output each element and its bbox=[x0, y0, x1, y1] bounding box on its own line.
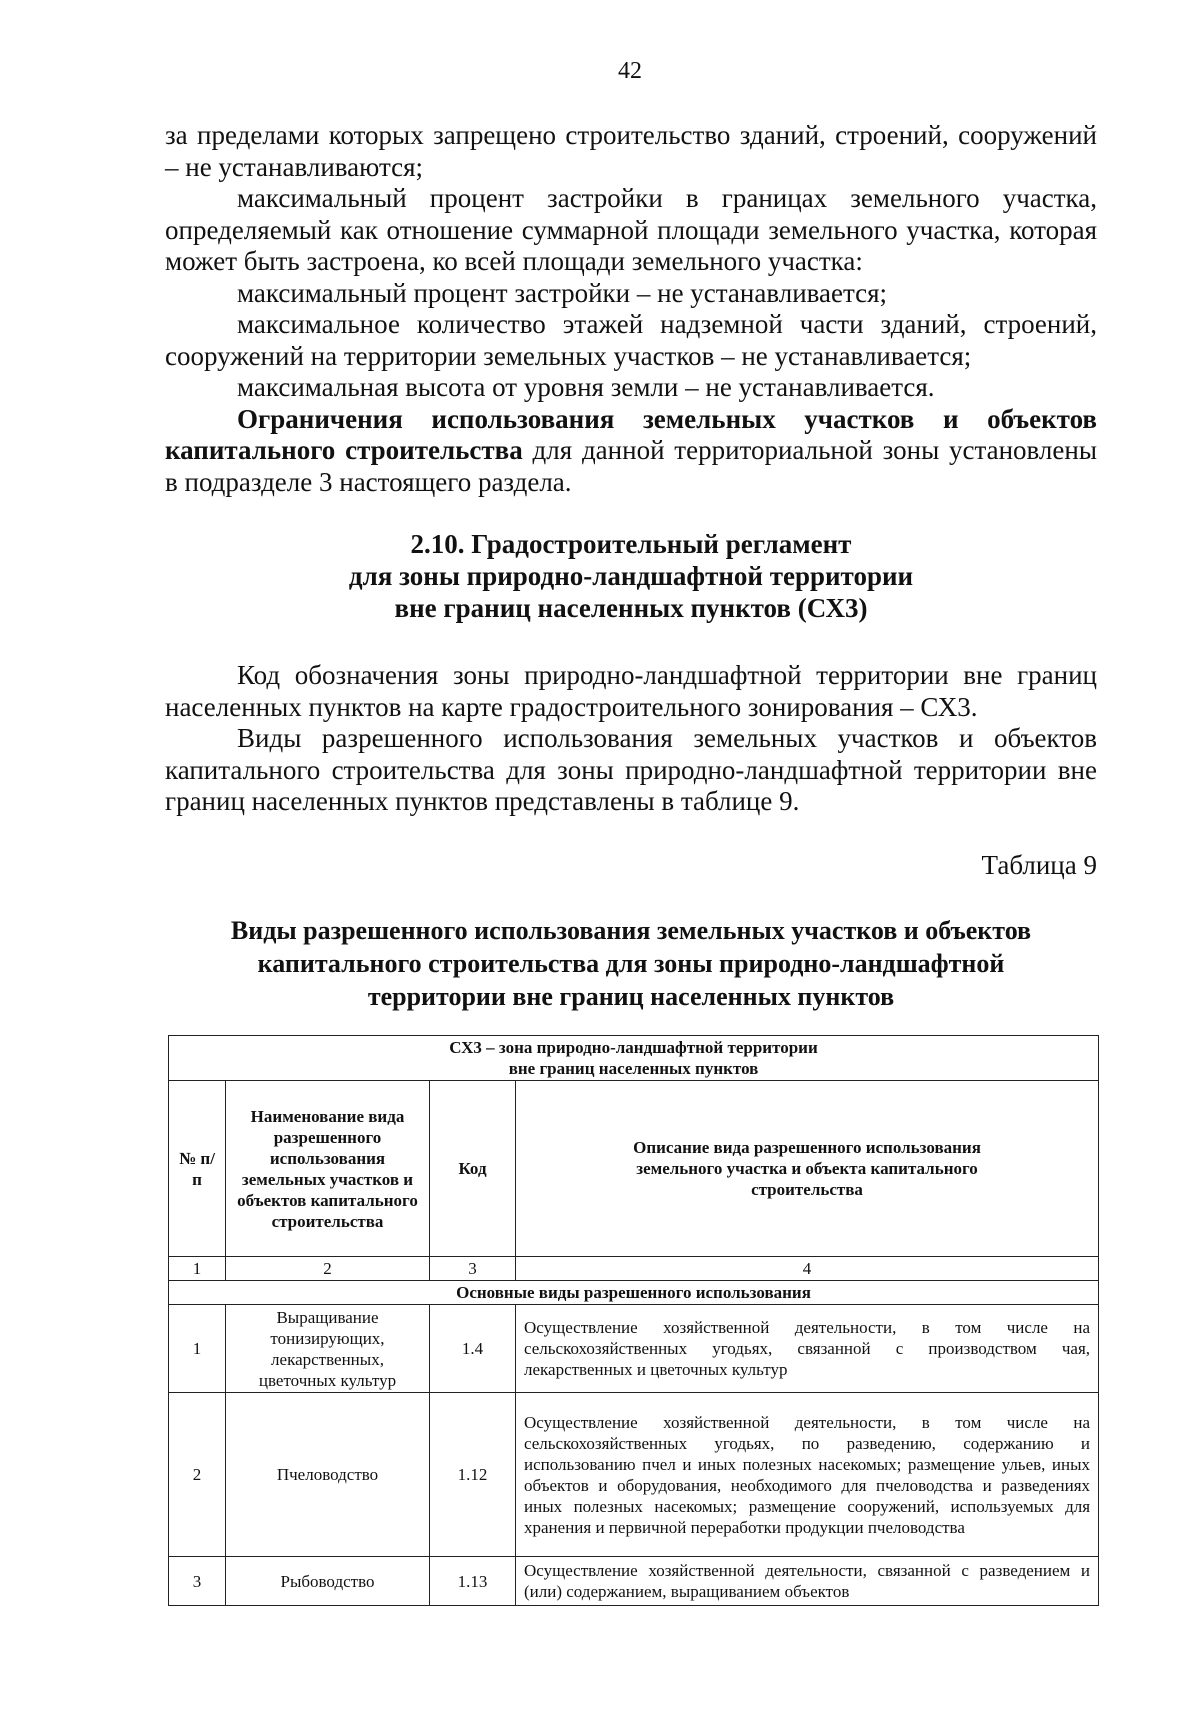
row-description: Осуществление хозяйственной деятельности, в том числе на сельскохозяйственных угодьях, связанной с производством чая, лекарственных и цветочных культур bbox=[516, 1305, 1099, 1393]
table-title-line2: капитального строительства для зоны природно-ландшафтной bbox=[257, 949, 1005, 978]
table-title-line3: территории вне границ населенных пунктов bbox=[367, 982, 895, 1011]
zone-header-cell bbox=[169, 1036, 1099, 1081]
table-caption: Таблица 9 bbox=[981, 850, 1097, 880]
paragraph-max-build-percent-definition: максимальный процент застройки в границах земельного участка, определяемый как отношение суммарной площади земельного участка, которая может быть застроена, ко всей площади земельного участка: bbox=[165, 183, 1097, 276]
paragraph-max-build-percent: максимальный процент застройки – не устанавливается; bbox=[237, 277, 888, 308]
group-row-main bbox=[169, 1281, 1099, 1305]
header-name: Наименование вида разрешенного использования земельных участков и объектов капитального строительства bbox=[226, 1081, 430, 1257]
table-title bbox=[165, 914, 1097, 1013]
page-number: 42 bbox=[618, 58, 642, 84]
section-title-line3: вне границ населенных пунктов (СХ3) bbox=[394, 593, 868, 623]
restrictions-rest-text: для данной территориальной зоны установлены в подразделе 3 настоящего раздела. bbox=[165, 435, 1097, 497]
row-num: 1 bbox=[169, 1305, 226, 1393]
column-header-row bbox=[169, 1081, 1099, 1257]
table-row bbox=[169, 1393, 1099, 1557]
paragraph-max-height: максимальная высота от уровня земли – не устанавливается. bbox=[237, 372, 935, 402]
row-name: Пчеловодство bbox=[226, 1393, 430, 1557]
row-num: 3 bbox=[169, 1557, 226, 1606]
row-code: 1.4 bbox=[430, 1305, 516, 1393]
header-num: № п/п bbox=[169, 1081, 226, 1257]
column-number-1: 1 bbox=[169, 1257, 226, 1281]
paragraph-max-floors: максимальное количество этажей надземной части зданий, строений, сооружений на территории земельных участков – не устанавливается; bbox=[165, 309, 1097, 371]
row-code: 1.12 bbox=[430, 1393, 516, 1557]
zone-header-row bbox=[169, 1036, 1099, 1081]
table-row bbox=[169, 1557, 1099, 1606]
column-number-row bbox=[169, 1257, 1099, 1281]
zone-header-line2: вне границ населенных пунктов bbox=[508, 1059, 759, 1078]
group-main-label: Основные виды разрешенного использования bbox=[169, 1281, 1099, 1305]
row-description: Осуществление хозяйственной деятельности, связанной с разведением и (или) содержанием, выращиванием объектов bbox=[516, 1557, 1099, 1606]
row-code: 1.13 bbox=[430, 1557, 516, 1606]
column-number-4: 4 bbox=[516, 1257, 1099, 1281]
row-num: 2 bbox=[169, 1393, 226, 1557]
restrictions-bold-text: Ограничения использования земельных участков и объектов капитального строительства bbox=[165, 403, 1097, 465]
paragraph-restrictions bbox=[165, 404, 1097, 499]
header-code: Код bbox=[430, 1081, 516, 1257]
paragraph-setbacks: за пределами которых запрещено строительство зданий, строений, сооружений – не устанавливаются; bbox=[165, 120, 1097, 182]
column-number-2: 2 bbox=[226, 1257, 430, 1281]
row-description: Осуществление хозяйственной деятельности, в том числе на сельскохозяйственных угодьях, по разведению, содержанию и использованию пчел и иных полезных насекомых; размещение ульев, иных объектов и оборудования, необходимого для пчеловодства и разведениях иных полезных насекомых; размещение сооружений, используемых для хранения и первичной переработки продукции пчеловодства bbox=[516, 1393, 1099, 1557]
paragraph-zone-code: Код обозначения зоны природно-ландшафтной территории вне границ населенных пунктов на карте градостроительного зонирования – СХ3. bbox=[165, 660, 1097, 722]
body-text-top bbox=[165, 120, 1097, 498]
body-text-zone bbox=[165, 660, 1097, 818]
row-name: Рыбоводство bbox=[226, 1557, 430, 1606]
table-row bbox=[169, 1305, 1099, 1393]
header-description: Описание вида разрешенного использования земельного участка и объекта капитального строительства bbox=[516, 1081, 1099, 1257]
section-title bbox=[165, 528, 1097, 624]
column-number-3: 3 bbox=[430, 1257, 516, 1281]
permitted-use-table bbox=[168, 1035, 1099, 1606]
row-name: Выращивание тонизирующих, лекарственных, цветочных культур bbox=[226, 1305, 430, 1393]
section-title-line1: 2.10. Градостроительный регламент bbox=[410, 529, 852, 559]
section-title-line2: для зоны природно-ландшафтной территории bbox=[348, 561, 914, 591]
paragraph-zone-types: Виды разрешенного использования земельных участков и объектов капитального строительства для зоны природно-ландшафтной территории вне границ населенных пунктов представлены в таблице 9. bbox=[165, 723, 1097, 816]
zone-header-line1: СХ3 – зона природно-ландшафтной территории bbox=[449, 1038, 818, 1057]
table-title-line1: Виды разрешенного использования земельных участков и объектов bbox=[230, 916, 1032, 945]
